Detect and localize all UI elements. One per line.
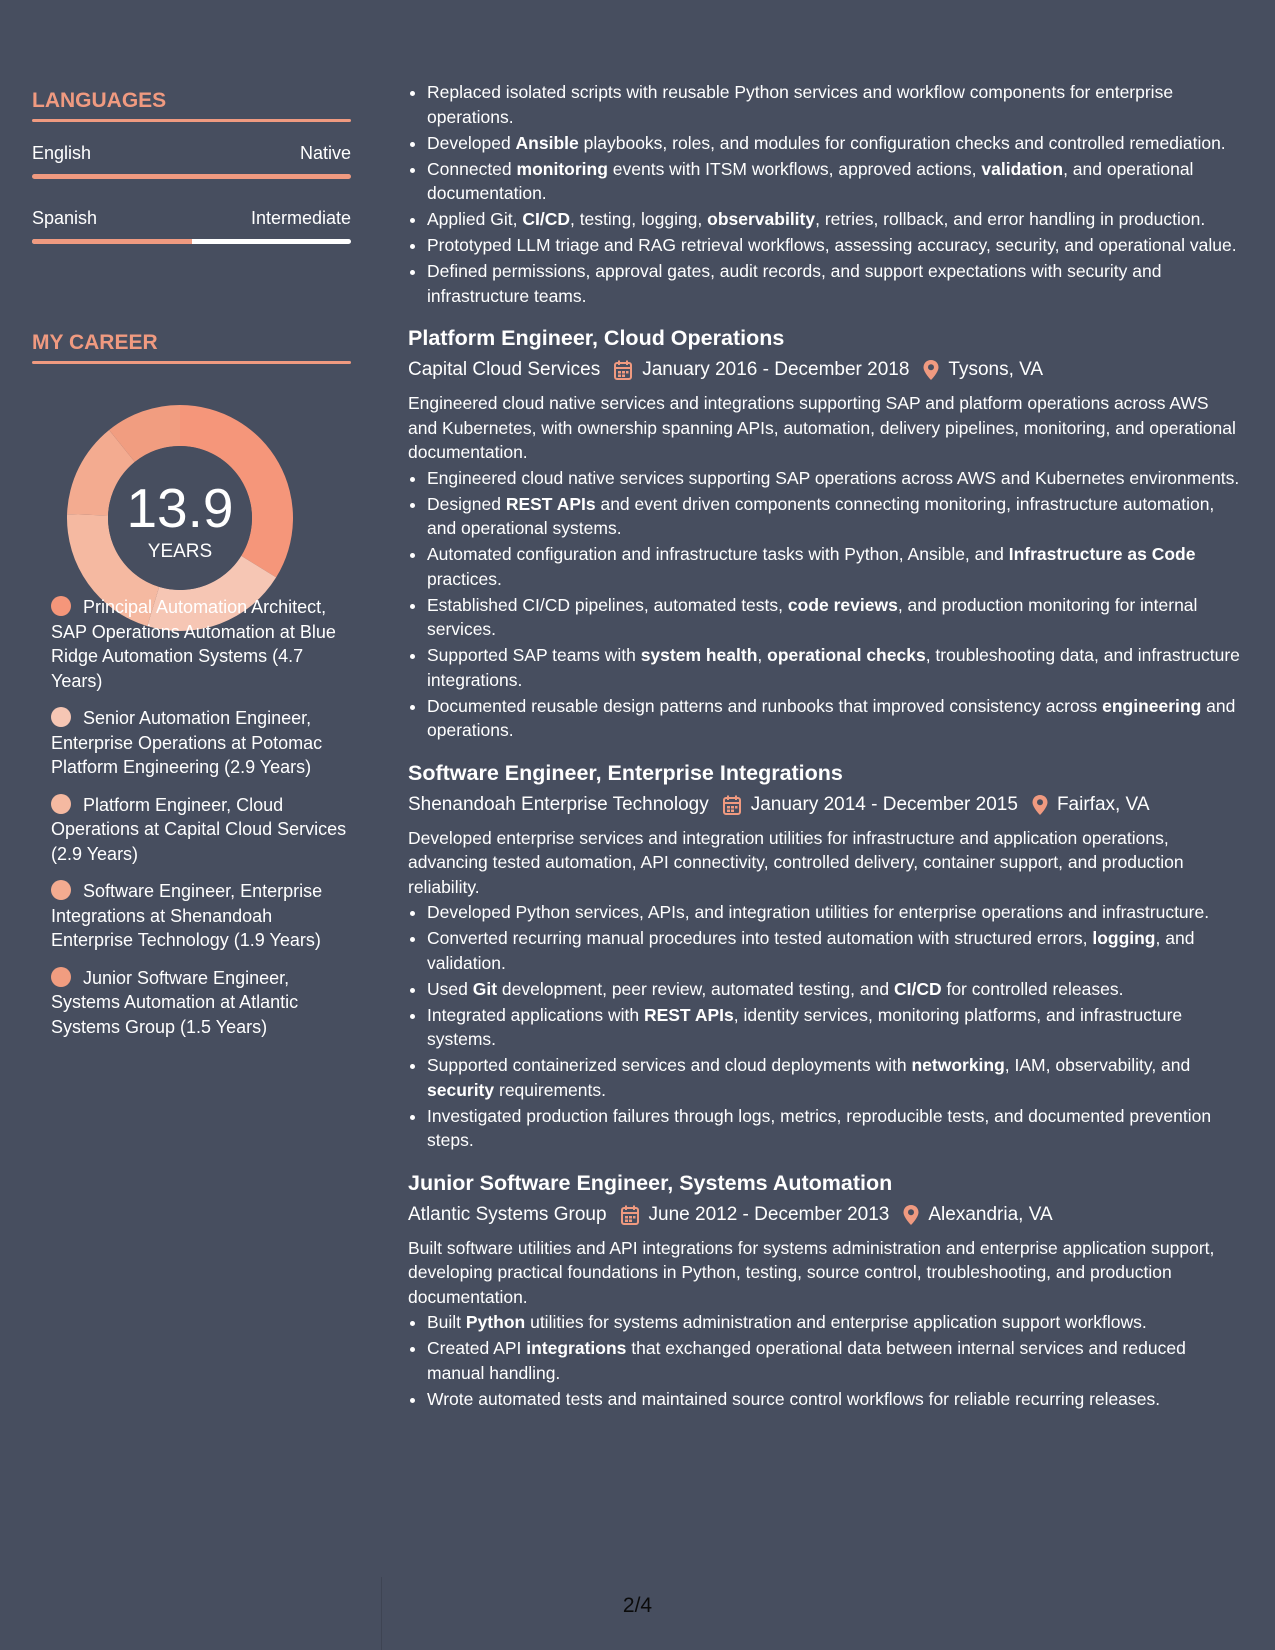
bullet-item bbox=[427, 207, 1240, 232]
languages-title: LANGUAGES bbox=[32, 89, 167, 112]
career-legend-text: Software Engineer, Enterprise Integrations at Shenandoah Enterprise Technology (1.9 Years) bbox=[51, 881, 323, 950]
bullet-text: Supported SAP teams with bbox=[427, 645, 641, 665]
bullet-highlight: code reviews bbox=[787, 594, 898, 615]
job-bullet-list bbox=[408, 1310, 1240, 1411]
bullet-item bbox=[427, 1310, 1240, 1335]
job-meta bbox=[408, 791, 1240, 819]
language-item bbox=[32, 144, 351, 179]
bullet-text: , and operational documentation. bbox=[427, 158, 1194, 203]
bullet-item bbox=[427, 1053, 1240, 1102]
bullet-item bbox=[427, 1003, 1240, 1052]
bullet-text: Defined permissions, approval gates, audit records, and support expectations with security and infrastructure teams. bbox=[427, 261, 1162, 306]
languages-title-rule bbox=[32, 119, 351, 122]
bullet-text: , and production monitoring for internal services. bbox=[427, 594, 1198, 639]
bullet-highlight: observability bbox=[707, 209, 816, 229]
bullet-highlight: networking bbox=[911, 1055, 1005, 1075]
bullet-item bbox=[427, 542, 1240, 591]
job-title: Software Engineer, Enterprise Integrations bbox=[408, 760, 843, 785]
bullet-item bbox=[427, 694, 1240, 743]
bullet-text: Replaced isolated scripts with reusable Python services and workflow components for enterprise operations. bbox=[427, 82, 1174, 127]
main-content bbox=[408, 80, 1240, 1413]
bullet-text: , troubleshooting data, and infrastructure integrations. bbox=[427, 645, 1240, 690]
job-location: Alexandria, VA bbox=[928, 1203, 1053, 1225]
job-entry bbox=[408, 1169, 1240, 1412]
job-list bbox=[408, 324, 1240, 1411]
career-title: MY CAREER bbox=[32, 331, 158, 354]
career-legend-swatch bbox=[51, 967, 71, 987]
bullet-text: Investigated production failures through logs, metrics, reproducible tests, and documented prevention steps. bbox=[427, 1105, 1212, 1150]
map-pin-icon bbox=[902, 1204, 920, 1226]
intro-bullet-list bbox=[408, 80, 1240, 308]
bullet-text: Engineered cloud native services supporting SAP operations across AWS and Kubernetes environments. bbox=[427, 467, 1240, 488]
career-legend bbox=[51, 595, 351, 1052]
job-company: Capital Cloud Services bbox=[408, 359, 601, 380]
language-row bbox=[32, 144, 351, 162]
bullet-text: utilities for systems administration and enterprise application support workflows. bbox=[525, 1312, 1147, 1332]
bullet-text: and event driven components connecting monitoring, infrastructure automation, and operational systems. bbox=[427, 493, 1215, 538]
calendar-icon bbox=[620, 1204, 640, 1226]
bullet-highlight: engineering bbox=[1102, 695, 1202, 716]
bullet-text: for controlled releases. bbox=[941, 978, 1124, 999]
job-company: Atlantic Systems Group bbox=[408, 1203, 607, 1225]
bullet-highlight: integrations bbox=[526, 1338, 627, 1358]
job-entry bbox=[408, 759, 1240, 1153]
bullet-highlight: logging bbox=[1092, 928, 1156, 948]
career-legend-item bbox=[51, 793, 351, 867]
language-level: Intermediate bbox=[250, 208, 351, 229]
bullet-text: that exchanged operational data between internal services and reduced manual handling. bbox=[427, 1338, 1186, 1383]
bullet-highlight: REST APIs bbox=[643, 1004, 734, 1025]
bullet-item bbox=[427, 1104, 1240, 1153]
map-pin-icon bbox=[922, 359, 940, 381]
bullet-text: Integrated applications with bbox=[427, 1004, 644, 1025]
language-row bbox=[32, 209, 351, 227]
job-summary: Built software utilities and API integrations for systems administration and enterprise application support, developing practical foundations in Python, testing, source control, troubleshooting, and production documentation. bbox=[408, 1237, 1215, 1307]
bullet-text: Automated configuration and infrastructure tasks with Python, Ansible, and bbox=[427, 544, 1009, 564]
job-meta bbox=[408, 356, 1240, 384]
bullet-highlight: REST APIs bbox=[505, 493, 596, 514]
language-level: Native bbox=[299, 143, 351, 164]
bullet-item bbox=[427, 926, 1240, 975]
page-number: 2/4 bbox=[622, 1594, 653, 1617]
bullet-text: Developed Python services, APIs, and integration utilities for enterprise operations and infrastructure. bbox=[427, 902, 1210, 922]
language-proficiency-fill bbox=[32, 239, 192, 244]
bullet-text: Documented reusable design patterns and runbooks that improved consistency across bbox=[427, 695, 1103, 716]
job-dates: January 2014 - December 2015 bbox=[750, 793, 1018, 815]
job-bullet-list bbox=[408, 900, 1240, 1153]
career-legend-item bbox=[51, 595, 351, 693]
language-item bbox=[32, 209, 351, 244]
bullet-item bbox=[427, 1336, 1240, 1385]
bullet-text: development, peer review, automated testing, and bbox=[497, 978, 894, 999]
bullet-item bbox=[427, 466, 1240, 491]
career-legend-text: Junior Software Engineer, Systems Automation at Atlantic Systems Group (1.5 Years) bbox=[51, 967, 299, 1037]
calendar-icon bbox=[722, 794, 742, 816]
bullet-text: Established CI/CD pipelines, automated tests, bbox=[427, 594, 788, 615]
language-name: English bbox=[32, 143, 92, 164]
bullet-text: Used bbox=[427, 978, 473, 999]
sidebar bbox=[32, 88, 351, 1037]
bullet-text: Wrote automated tests and maintained source control workflows for reliable recurring releases. bbox=[427, 1388, 1161, 1409]
bullet-text: practices. bbox=[427, 568, 502, 589]
career-total-value: 13.9 bbox=[126, 477, 234, 539]
bullet-highlight: operational checks bbox=[767, 645, 926, 665]
career-legend-item bbox=[51, 706, 351, 780]
bullet-item bbox=[427, 593, 1240, 642]
bullet-highlight: Python bbox=[465, 1312, 526, 1332]
bullet-highlight: Ansible bbox=[515, 132, 579, 153]
bullet-item bbox=[427, 492, 1240, 541]
job-bullet-list bbox=[408, 466, 1240, 743]
career-section bbox=[32, 330, 351, 1230]
job-title: Platform Engineer, Cloud Operations bbox=[408, 326, 785, 350]
career-legend-item bbox=[51, 966, 351, 1040]
bullet-highlight: Infrastructure as Code bbox=[1008, 544, 1196, 564]
bullet-text: , and validation. bbox=[427, 928, 1195, 973]
bullet-item bbox=[427, 157, 1240, 206]
bullet-item bbox=[427, 1387, 1240, 1412]
career-total-unit: YEARS bbox=[147, 541, 213, 562]
bullet-item bbox=[427, 643, 1240, 692]
language-proficiency-bar bbox=[32, 239, 351, 244]
languages-section bbox=[32, 88, 351, 244]
bullet-text: Built bbox=[427, 1312, 466, 1332]
bullet-text: Designed bbox=[427, 493, 506, 514]
bullet-text: Connected bbox=[427, 158, 517, 179]
job-summary: Developed enterprise services and integration utilities for infrastructure and application operations, advancing tested automation, API connectivity, controlled delivery, container support, and production reliability. bbox=[408, 827, 1184, 897]
career-legend-item bbox=[51, 879, 351, 953]
map-pin-icon bbox=[1031, 794, 1049, 816]
language-proficiency-bar bbox=[32, 174, 351, 179]
language-proficiency-fill bbox=[32, 174, 351, 179]
bullet-text: Created API bbox=[427, 1338, 527, 1358]
career-legend-text: Principal Automation Architect, SAP Operations Automation at Blue Ridge Automation Systems (4.7 Years) bbox=[51, 597, 336, 691]
bullet-text: Developed bbox=[427, 132, 516, 153]
bullet-highlight: security bbox=[427, 1079, 495, 1100]
job-dates: June 2012 - December 2013 bbox=[648, 1203, 890, 1225]
language-list bbox=[32, 144, 351, 244]
career-legend-swatch bbox=[51, 707, 71, 727]
bullet-text: , bbox=[757, 645, 768, 665]
bullet-text: , IAM, observability, and bbox=[1004, 1055, 1191, 1075]
career-legend-swatch bbox=[51, 596, 71, 616]
job-meta bbox=[408, 1201, 1240, 1229]
bullet-text: Converted recurring manual procedures into tested automation with structured errors, bbox=[427, 928, 1093, 948]
job-location: Fairfax, VA bbox=[1056, 793, 1150, 815]
career-title-rule bbox=[32, 361, 351, 364]
career-legend-swatch bbox=[51, 880, 71, 900]
career-legend-text: Senior Automation Engineer, Enterprise Operations at Potomac Platform Engineering (2.9 Years) bbox=[51, 708, 323, 777]
bullet-text: Supported containerized services and cloud deployments with bbox=[427, 1055, 912, 1075]
bullet-text: events with ITSM workflows, approved actions, bbox=[607, 158, 982, 179]
language-name: Spanish bbox=[32, 208, 98, 229]
bullet-highlight: validation bbox=[981, 158, 1064, 179]
bullet-text: , retries, rollback, and error handling in production. bbox=[815, 209, 1206, 229]
job-location: Tysons, VA bbox=[948, 359, 1044, 380]
bullet-text: Applied Git, bbox=[427, 209, 523, 229]
bullet-item bbox=[427, 977, 1240, 1002]
bullet-text: playbooks, roles, and modules for configuration checks and controlled remediation. bbox=[578, 132, 1226, 153]
job-company: Shenandoah Enterprise Technology bbox=[408, 793, 709, 815]
job-dates: January 2016 - December 2018 bbox=[642, 359, 910, 380]
bullet-text: requirements. bbox=[494, 1079, 606, 1100]
bullet-highlight: Git bbox=[472, 978, 498, 999]
bullet-highlight: CI/CD bbox=[522, 209, 570, 229]
bullet-item bbox=[427, 233, 1240, 258]
bullet-item bbox=[427, 259, 1240, 308]
job-title: Junior Software Engineer, Systems Automation bbox=[408, 1170, 893, 1195]
bullet-highlight: monitoring bbox=[516, 158, 608, 179]
bullet-text: , identity services, monitoring platforms, and infrastructure systems. bbox=[427, 1004, 1183, 1049]
career-legend-text: Platform Engineer, Cloud Operations at Capital Cloud Services (2.9 Years) bbox=[51, 794, 347, 864]
bullet-text: , testing, logging, bbox=[569, 209, 708, 229]
bullet-highlight: CI/CD bbox=[893, 978, 942, 999]
bullet-item bbox=[427, 80, 1240, 129]
bullet-highlight: system health bbox=[640, 645, 758, 665]
career-legend-swatch bbox=[51, 794, 71, 814]
job-entry bbox=[408, 324, 1240, 743]
bullet-item bbox=[427, 900, 1240, 925]
calendar-icon bbox=[613, 359, 633, 381]
bullet-item bbox=[427, 131, 1240, 156]
bullet-text: Prototyped LLM triage and RAG retrieval workflows, assessing accuracy, security, and operational value. bbox=[427, 235, 1237, 255]
bullet-text: and operations. bbox=[427, 695, 1236, 740]
job-summary: Engineered cloud native services and integrations supporting SAP and platform operations across AWS and Kubernetes, with ownership spanning APIs, automation, delivery pipelines, monitoring, and operational documentation. bbox=[408, 393, 1236, 462]
